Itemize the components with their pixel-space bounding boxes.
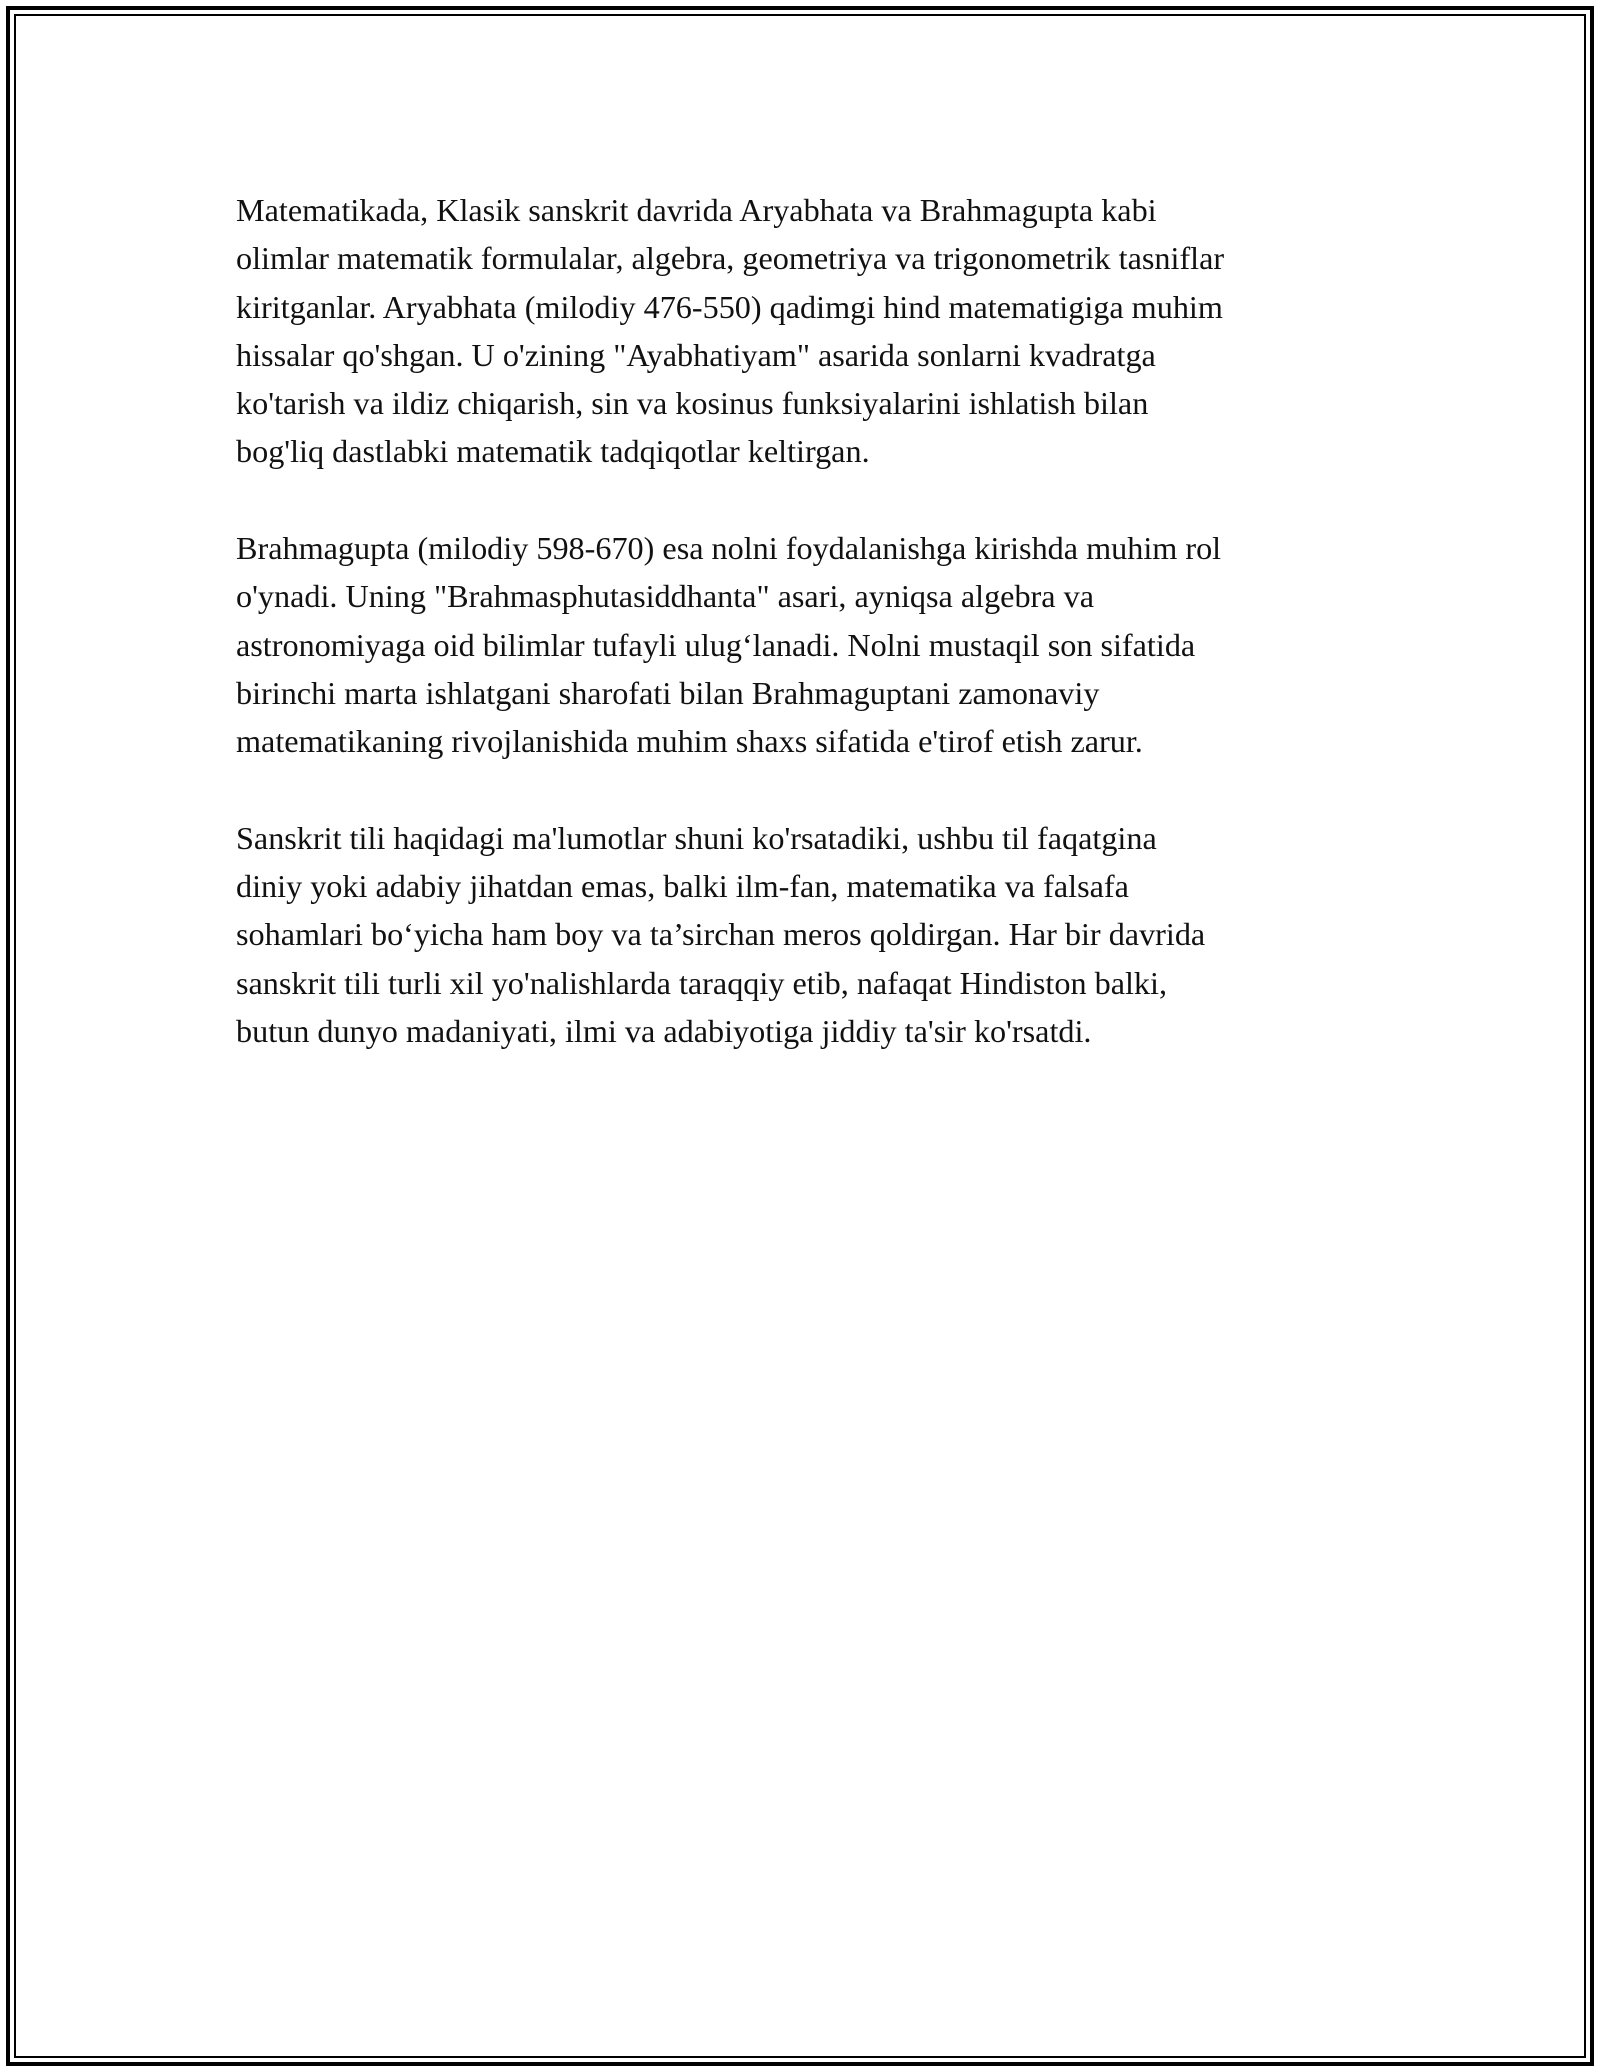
text-line: bog'liq dastlabki matematik tadqiqotlar keltirgan.: [236, 433, 870, 470]
text-line: butun dunyo madaniyati, ilmi va adabiyotiga jiddiy ta'sir ko'rsatdi.: [236, 1013, 1092, 1050]
text-line: olimlar matematik formulalar, algebra, geometriya va trigonometrik tasniflar: [236, 240, 1225, 277]
text-line: ko'tarish va ildiz chiqarish, sin va kosinus funksiyalarini ishlatish bilan: [236, 385, 1149, 422]
paragraph-3: [236, 814, 1366, 1055]
text-line: sanskrit tili turli xil yo'nalishlarda taraqqiy etib, nafaqat Hindiston balki,: [236, 964, 1168, 1001]
text-line: birinchi marta ishlatgani sharofati bilan Brahmaguptani zamonaviy: [236, 674, 1100, 711]
paragraph-2: [236, 524, 1366, 765]
text-line: diniy yoki adabiy jihatdan emas, balki ilm-fan, matematika va falsafa: [236, 868, 1129, 905]
text-line: o'ynadi. Uning "Brahmasphutasiddhanta" asari, ayniqsa algebra va: [236, 578, 1094, 615]
paragraph-1: [236, 186, 1366, 476]
text-line: matematikaning rivojlanishida muhim shaxs sifatida e'tirof etish zarur.: [236, 723, 1143, 760]
text-line: Brahmagupta (milodiy 598-670) esa nolni foydalanishga kirishda muhim rol: [236, 530, 1222, 567]
text-line: Matematikada, Klasik sanskrit davrida Aryabhata va Brahmagupta kabi: [236, 192, 1157, 228]
text-line: Sanskrit tili haqidagi ma'lumotlar shuni ko'rsatadiki, ushbu til faqatgina: [236, 819, 1157, 856]
document-body: [236, 186, 1366, 1104]
text-line: kiritganlar. Aryabhata (milodiy 476-550) qadimgi hind matematigiga muhim: [236, 288, 1223, 325]
text-line: hissalar qo'shgan. U o'zining "Ayabhatiyam" asarida sonlarni kvadratga: [236, 336, 1156, 373]
text-line: astronomiyaga oid bilimlar tufayli ulug‘lanadi. Nolni mustaqil son sifatida: [236, 626, 1196, 663]
text-line: sohamlari bo‘yicha ham boy va ta’sirchan meros qoldirgan. Har bir davrida: [236, 916, 1206, 953]
